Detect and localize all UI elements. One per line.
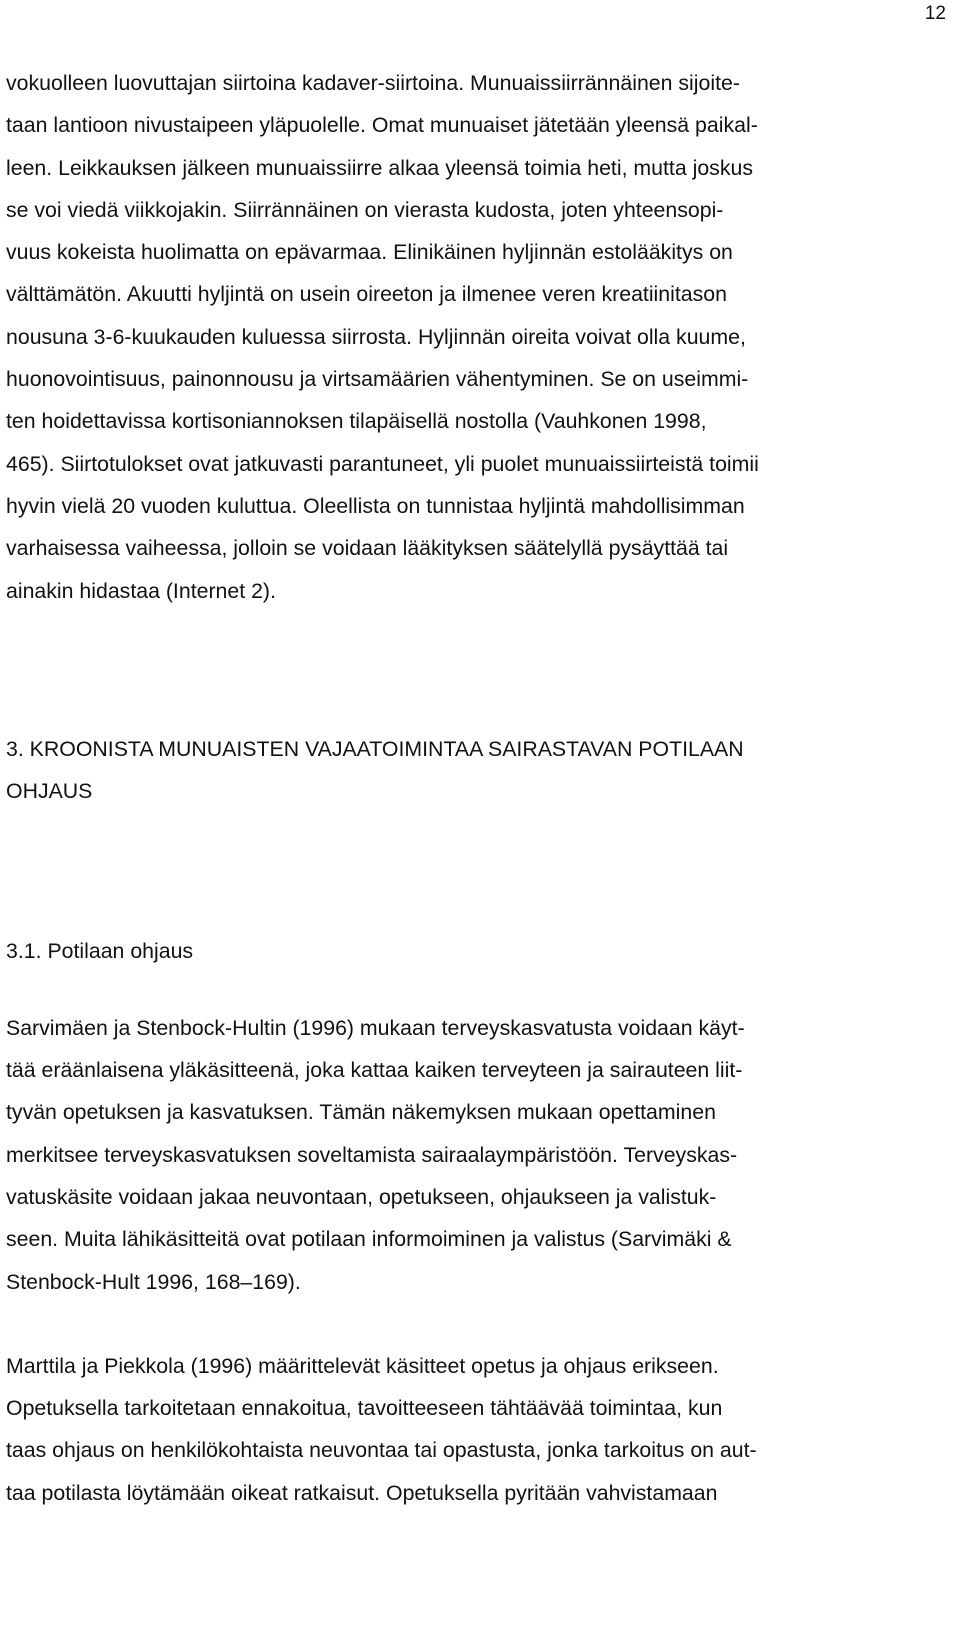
paragraph-transplant: vokuolleen luovuttajan siirtoina kadaver-siirtoina. Munuaissiirrännäinen sijoite- taan lantioon nivustaipeen yläpuolelle. Omat munuaiset jätetään yleensä paikal- leen. Leikkauksen jälkeen munuaissiirre alkaa yleensä toimia heti, mutta joskus se voi viedä viikkojakin. Siirrännäinen on vierasta kudosta, joten yhteensopi- vuus kokeista huolimatta on epävarmaa. Elinikäinen hyljinnän estolääkitys on välttämätön. Akuutti hyljintä on usein oireeton ja ilmenee veren kreatiinitason nousuna 3-6-kuukauden kuluessa siirrosta. Hyljinnän oireita voivat olla kuume, huonovointisuus, painonnousu ja virtsamäärien vähentyminen. Se on useimmi- ten hoidettavissa kortisoniannoksen tilapäisellä nostolla (Vauhkonen 1998, 465). Siirtotulokset ovat jatkuvasti parantuneet, yli puolet munuaissiirteistä toimii hyvin vielä 20 vuoden kuluttua. Oleellista on tunnistaa hyljintä mahdollisimman varhaisessa vaiheessa, jolloin se voidaan lääkityksen säätelyllä pysäyttää tai ainakin hidastaa (Internet 2). — [6, 71, 759, 603]
paragraph-teaching-guidance: Marttila ja Piekkola (1996) määrittelevät käsitteet opetus ja ohjaus erikseen. Opetuksella tarkoitetaan ennakoitua, tavoitteeseen tähtäävää toimintaa, kun taas ohjaus on henkilökohtaista neuvontaa tai opastusta, jonka tarkoitus on aut- taa potilasta löytämään oikeat ratkaisut. Opetuksella pyritään vahvistamaan — [6, 1353, 757, 1505]
document-body — [6, 62, 921, 1514]
subsection-heading: 3.1. Potilaan ohjaus — [6, 939, 194, 964]
paragraph-health-education: Sarvimäen ja Stenbock-Hultin (1996) mukaan terveyskasvatusta voidaan käyt- tää eräänlaisena yläkäsitteenä, joka kattaa kaiken terveyteen ja sairauteen liit- tyvän opetuksen ja kasvatuksen. Tämän näkemyksen mukaan opettaminen merkitsee terveyskasvatuksen soveltamista sairaalaympäristöön. Terveyskas- vatuskäsite voidaan jakaa neuvontaan, opetukseen, ohjaukseen ja valistuk- seen. Muita lähikäsitteitä ovat potilaan informoiminen ja valistus (Sarvimäki & Stenbock-Hult 1996, 168–169). — [6, 1015, 745, 1294]
page-number: 12 — [924, 3, 946, 24]
section-heading: 3. KROONISTA MUNUAISTEN VAJAATOIMINTAA SAIRASTAVAN POTILAAN OHJAUS — [6, 736, 744, 804]
